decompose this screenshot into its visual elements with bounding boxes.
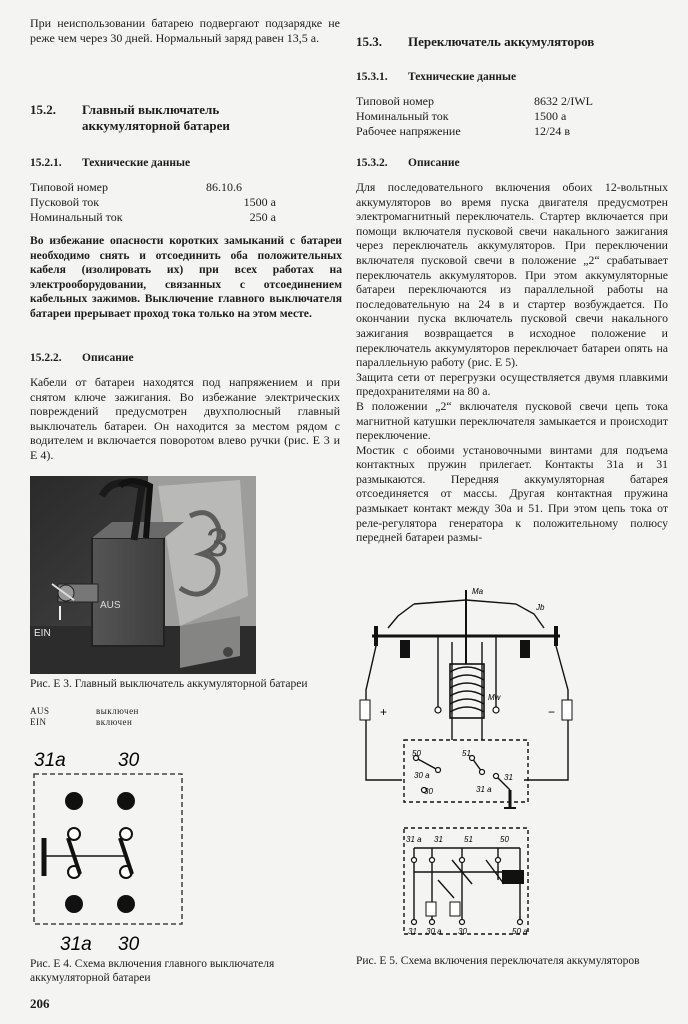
fig-e3-caption: Рис. Е 3. Главный выключатель аккумуляторной батареи <box>30 678 308 690</box>
spec-label: Типовой номер <box>356 94 434 108</box>
fig-e5-label-t30a: 30 a <box>414 771 430 780</box>
intro-paragraph: При неиспользовании батарею подвергают подзарядке не реже чем через 30 дней. Нормальный заряд равен 13,5 а. <box>30 16 340 45</box>
spec-label: Пусковой ток <box>30 195 100 209</box>
fig-e5-label-t51: 51 <box>462 749 471 758</box>
legend-item <box>30 717 139 728</box>
fig-e5-label-f31: 31 <box>408 927 417 936</box>
spec-label: Рабочее напряжение <box>356 124 461 138</box>
svg-text:−: − <box>548 705 556 719</box>
spec-value: 1500 а <box>534 109 567 123</box>
description-paragraph-left: Кабели от батареи находятся под напряжением и при снятом ключе зажигания. Во избежание электрических повреждений предусмотрен двухполюсный главный выключатель батареи. Он находится за местом рядом с водителем и включается поворотом влево ручки (рис. Е 3 и Е 4). <box>30 375 340 462</box>
description-paragraph-2: Защита сети от перегрузки осуществляется двумя плавкими предохранителями на 80 а. <box>356 369 668 399</box>
photo-number-label: 3 <box>206 521 229 565</box>
fig-e4-schematic <box>30 746 190 956</box>
spec-value: 250 а <box>249 210 276 224</box>
fig-e5-caption: Рис. Е 5. Схема включения переключателя аккумуляторов <box>356 955 640 967</box>
fig-e5-label-ma: Ma <box>472 587 484 596</box>
fig-e5-label-t31a: 31 a <box>476 785 492 794</box>
fig-e4-label-top-right: 30 <box>118 750 140 771</box>
legend-item <box>30 706 139 717</box>
subsection-title-15-3-2: Описание <box>408 157 460 169</box>
fig-e5-label-f30a: 30 a <box>426 927 442 936</box>
table-row <box>356 109 593 124</box>
fig-e5-label-b31a: 31 a <box>406 835 422 844</box>
description-right <box>356 180 668 545</box>
fig-e5-label-t30: 30 <box>424 787 433 796</box>
fig-e5-label-t50: 50 <box>412 749 421 758</box>
section-title-15-3: Переключатель аккумуляторов <box>408 34 595 49</box>
table-row <box>30 195 276 210</box>
fig-e4-caption: Рис. Е 4. Схема включения главного выключателя аккумуляторной батареи <box>30 958 275 984</box>
section-number-15-3: 15.3. <box>356 34 382 49</box>
table-row <box>356 94 593 109</box>
spec-value: 1500 а <box>243 195 276 209</box>
subsection-title-15-3-1: Технические данные <box>408 71 517 83</box>
page-number: 206 <box>30 996 50 1011</box>
legend-value: выключен <box>96 706 139 716</box>
subsection-number-15-3-2: 15.3.2. <box>356 157 388 169</box>
spec-value: 12/24 в <box>534 124 570 138</box>
spec-label: Типовой номер <box>30 180 108 194</box>
table-row <box>30 210 276 225</box>
spec-value: 86.10.6 <box>206 180 242 194</box>
warning-paragraph: Во избежание опасности коротких замыканий с батареи необходимо снять и отсоединить оба положительных кабеля (изолировать их) при всех работах на электрооборудовании, связанных с отсоединением кабельных зажимов. Выключение главного выключателя батареи прерывает проход тока только на этом месте. <box>30 234 342 320</box>
svg-text:+: + <box>380 705 388 719</box>
tech-data-table-right <box>356 94 593 139</box>
fig-e4-label-bottom-right: 30 <box>118 934 140 955</box>
fig-e3-legend <box>30 706 139 728</box>
tech-data-table-left <box>30 180 276 225</box>
fig-e5-label-f30: 30 <box>458 927 467 936</box>
subsection-number-15-3-1: 15.3.1. <box>356 71 388 83</box>
main-switch-photo <box>30 476 256 674</box>
subsection-title-15-2-1: Технические данные <box>82 157 191 169</box>
fig-e5-label-f50a: 50 a <box>512 927 528 936</box>
legend-value: включен <box>96 717 133 727</box>
photo-label-ein: EIN <box>34 628 51 639</box>
fig-e5-label-b50: 50 <box>500 835 509 844</box>
spec-label: Номинальный ток <box>30 210 123 224</box>
section-number-15-2: 15.2. <box>30 102 56 117</box>
description-paragraph-3: В положении „2“ включателя пусковой свечи цепь тока магнитной катушки переключателя замыкается и происходит переключение. <box>356 398 668 443</box>
description-paragraph-4: Мостик с обоими установочными винтами для подъема контактных пружин прилегает. Контакты 31а и 31 размыкаются. Передняя аккумуляторная батарея отсоединяется от массы. Другая контактная пружина размыкает контакт между 30а и 51. При этом цепь тока от реле-регулятора генератора к положительному полюсу передней батареи размы- <box>356 442 668 545</box>
photo-label-aus: AUS <box>100 600 121 611</box>
spec-value: 8632 2/IWL <box>534 94 593 108</box>
fig-e4-label-bottom-left: 31a <box>60 934 92 955</box>
spec-label: Номинальный ток <box>356 109 449 123</box>
fig-e5-label-t31: 31 <box>504 773 513 782</box>
fig-e5-label-b51: 51 <box>464 835 473 844</box>
fig-e5-schematic <box>354 580 586 952</box>
subsection-number-15-2-1: 15.2.1. <box>30 157 62 169</box>
fig-e4-label-top-left: 31a <box>34 750 66 771</box>
fig-e5-label-b31: 31 <box>434 835 443 844</box>
legend-key: AUS <box>30 706 50 716</box>
section-title-15-2: Главный выключатель аккумуляторной батареи <box>82 102 230 133</box>
description-paragraph-1: Для последовательного включения обоих 12-вольтных аккумуляторов во время пуска двигателя предусмотрен электромагнитный переключатель. Стартер включается при помощи включателя пусковой свечи накального зажигания через переключатель аккумуляторов. При переключении включателя пусковой свечи в положение „2“ срабатывает переключатель аккумуляторов. При этом аккумуляторные батареи переключаются из параллельной работы на последовательную на 24 в и стартер возбуждается. По окончании пуска включатель пусковой свечи накального зажигания возвращается в исходное положение и переключатель аккумуляторов переключает батареи опять на параллельную работу (рис. Е 5). <box>356 180 668 370</box>
fig-e5-label-jb: Jb <box>536 603 545 612</box>
table-row <box>356 124 593 139</box>
fig-e5-label-mw: Mw <box>488 693 501 702</box>
table-row <box>30 180 276 195</box>
legend-key: EIN <box>30 717 47 727</box>
subsection-title-15-2-2: Описание <box>82 352 134 364</box>
main-switch-photo-drawing <box>30 476 256 674</box>
subsection-number-15-2-2: 15.2.2. <box>30 352 62 364</box>
